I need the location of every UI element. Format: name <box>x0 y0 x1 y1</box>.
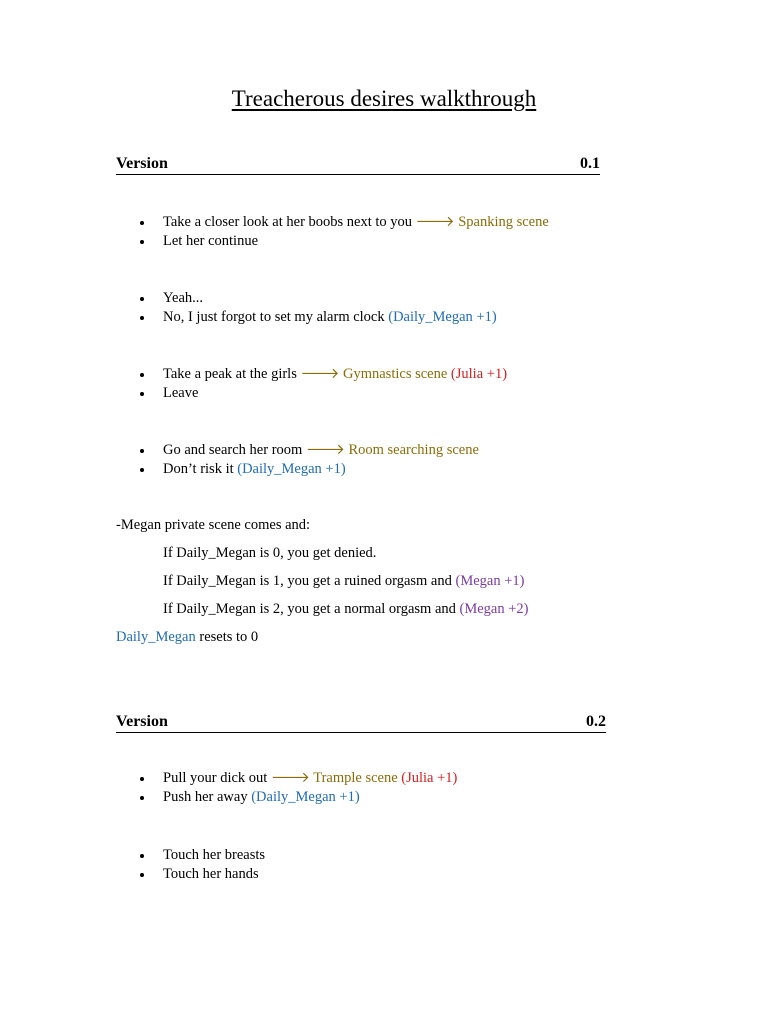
list-item: Push her away (Daily_Megan +1) <box>140 788 457 807</box>
version-number: 0.1 <box>580 155 600 172</box>
choice-list-4 <box>140 441 479 479</box>
list-item: Don’t risk it (Daily_Megan +1) <box>140 460 479 479</box>
version-label: Version <box>116 713 168 730</box>
stat-change: (Daily_Megan +1) <box>251 789 360 805</box>
list-item: Let her continue <box>140 232 549 251</box>
stat-change: (Daily_Megan +1) <box>237 461 346 477</box>
stat-change: (Julia +1) <box>450 366 508 382</box>
arrow-right-icon: 🡒 <box>415 214 455 230</box>
list-item: Touch her breasts <box>140 846 265 865</box>
arrow-right-icon: 🡒 <box>305 442 345 458</box>
list-item: Leave <box>140 384 507 403</box>
choice-list-2 <box>140 289 497 327</box>
private-scene-intro: -Megan private scene comes and: <box>116 517 311 533</box>
stat-change: (Daily_Megan +1) <box>388 309 497 325</box>
stat-change: (Megan +1) <box>455 573 525 589</box>
arrow-right-icon: 🡒 <box>270 770 310 786</box>
stat-change: (Julia +1) <box>401 770 458 786</box>
arrow-right-icon: 🡒 <box>300 366 340 382</box>
list-item: Pull your dick out 🡒 Trample scene (Julia +1) <box>140 769 457 788</box>
condition-line: If Daily_Megan is 1, you get a ruined orgasm and (Megan +1) <box>163 573 525 589</box>
scene-name: Gymnastics scene <box>343 366 448 382</box>
list-item: Take a closer look at her boobs next to you 🡒 Spanking scene <box>140 213 549 232</box>
version-heading-0-2 <box>116 712 606 733</box>
scene-name: Spanking scene <box>458 214 549 230</box>
version-heading-0-1 <box>116 154 600 175</box>
version-label: Version <box>116 155 168 172</box>
variable-name: Daily_Megan <box>116 629 196 645</box>
list-item: Touch her hands <box>140 865 265 884</box>
list-item: No, I just forgot to set my alarm clock (Daily_Megan +1) <box>140 308 497 327</box>
list-item: Go and search her room 🡒 Room searching scene <box>140 441 479 460</box>
condition-line: If Daily_Megan is 2, you get a normal orgasm and (Megan +2) <box>163 601 529 617</box>
reset-line: Daily_Megan resets to 0 <box>116 629 259 645</box>
stat-change: (Megan +2) <box>459 601 529 617</box>
scene-name: Room searching scene <box>348 442 479 458</box>
choice-list-1 <box>140 213 549 251</box>
condition-line: If Daily_Megan is 0, you get denied. <box>163 545 377 561</box>
choice-list-6 <box>140 846 265 884</box>
scene-name: Trample scene <box>313 770 398 786</box>
choice-list-5 <box>140 769 457 807</box>
list-item: Take a peak at the girls 🡒 Gymnastics scene (Julia +1) <box>140 365 507 384</box>
choice-list-3 <box>140 365 507 403</box>
version-number: 0.2 <box>586 713 606 730</box>
list-item: Yeah... <box>140 289 497 308</box>
page-title: Treacherous desires walkthrough <box>231 86 537 111</box>
